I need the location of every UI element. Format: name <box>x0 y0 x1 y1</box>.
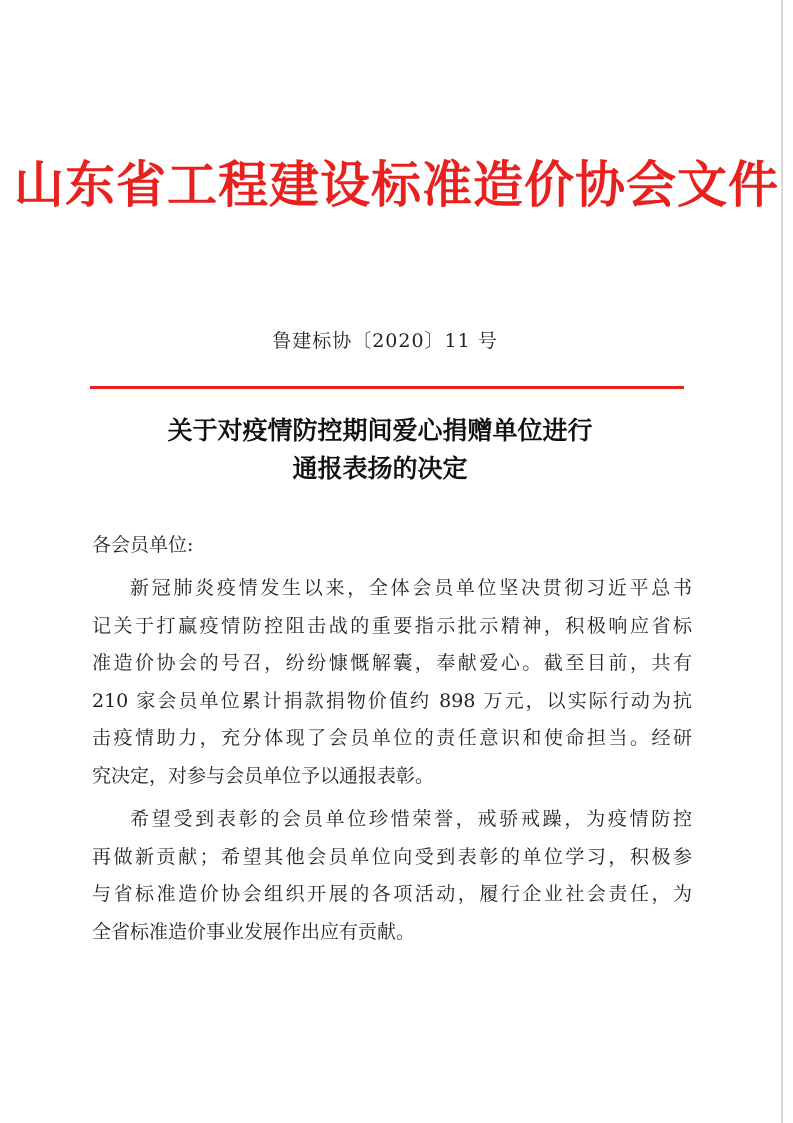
document-number: 鲁建标协〔2020〕11 号 <box>272 330 498 352</box>
document-masthead: 山东省工程建设标准造价协会文件 <box>14 156 779 214</box>
body-text <box>92 570 692 951</box>
title-line-2: 通报表扬的决定 <box>292 454 468 483</box>
title-line-1: 关于对疫情防控期间爱心捐赠单位进行 <box>167 416 593 445</box>
paragraph-line: 记关于打赢疫情防控阻击战的重要指示批示精神，积极响应省标 <box>92 614 692 637</box>
paragraph-line: 与省标准造价协会组织开展的各项活动，履行企业社会责任，为 <box>92 883 692 905</box>
paragraph-line: 准造价协会的号召，纷纷慷慨解囊，奉献爱心。截至目前，共有 <box>92 652 692 674</box>
paragraph-line: 希望受到表彰的会员单位珍惜荣誉，戒骄戒躁，为疫情防控 <box>130 808 692 830</box>
salutation: 各会员单位: <box>92 534 194 556</box>
red-divider-line <box>90 386 684 389</box>
paragraph-1 <box>92 570 692 795</box>
paragraph-2 <box>92 801 692 951</box>
paragraph-line: 再做新贡献；希望其他会员单位向受到表彰的单位学习，积极参 <box>92 845 692 868</box>
paragraph-line: 究决定，对参与会员单位予以通报表彰。 <box>92 764 435 787</box>
paragraph-line: 全省标准造价事业发展作出应有贡献。 <box>92 920 416 943</box>
paragraph-line: 210 家会员单位累计捐款捐物价值约 898 万元，以实际行动为抗 <box>92 689 692 712</box>
paragraph-line: 新冠肺炎疫情发生以来，全体会员单位坚决贯彻习近平总书 <box>130 577 692 599</box>
document-title <box>0 412 760 488</box>
paragraph-line: 击疫情助力，充分体现了会员单位的责任意识和使命担当。经研 <box>92 727 692 749</box>
